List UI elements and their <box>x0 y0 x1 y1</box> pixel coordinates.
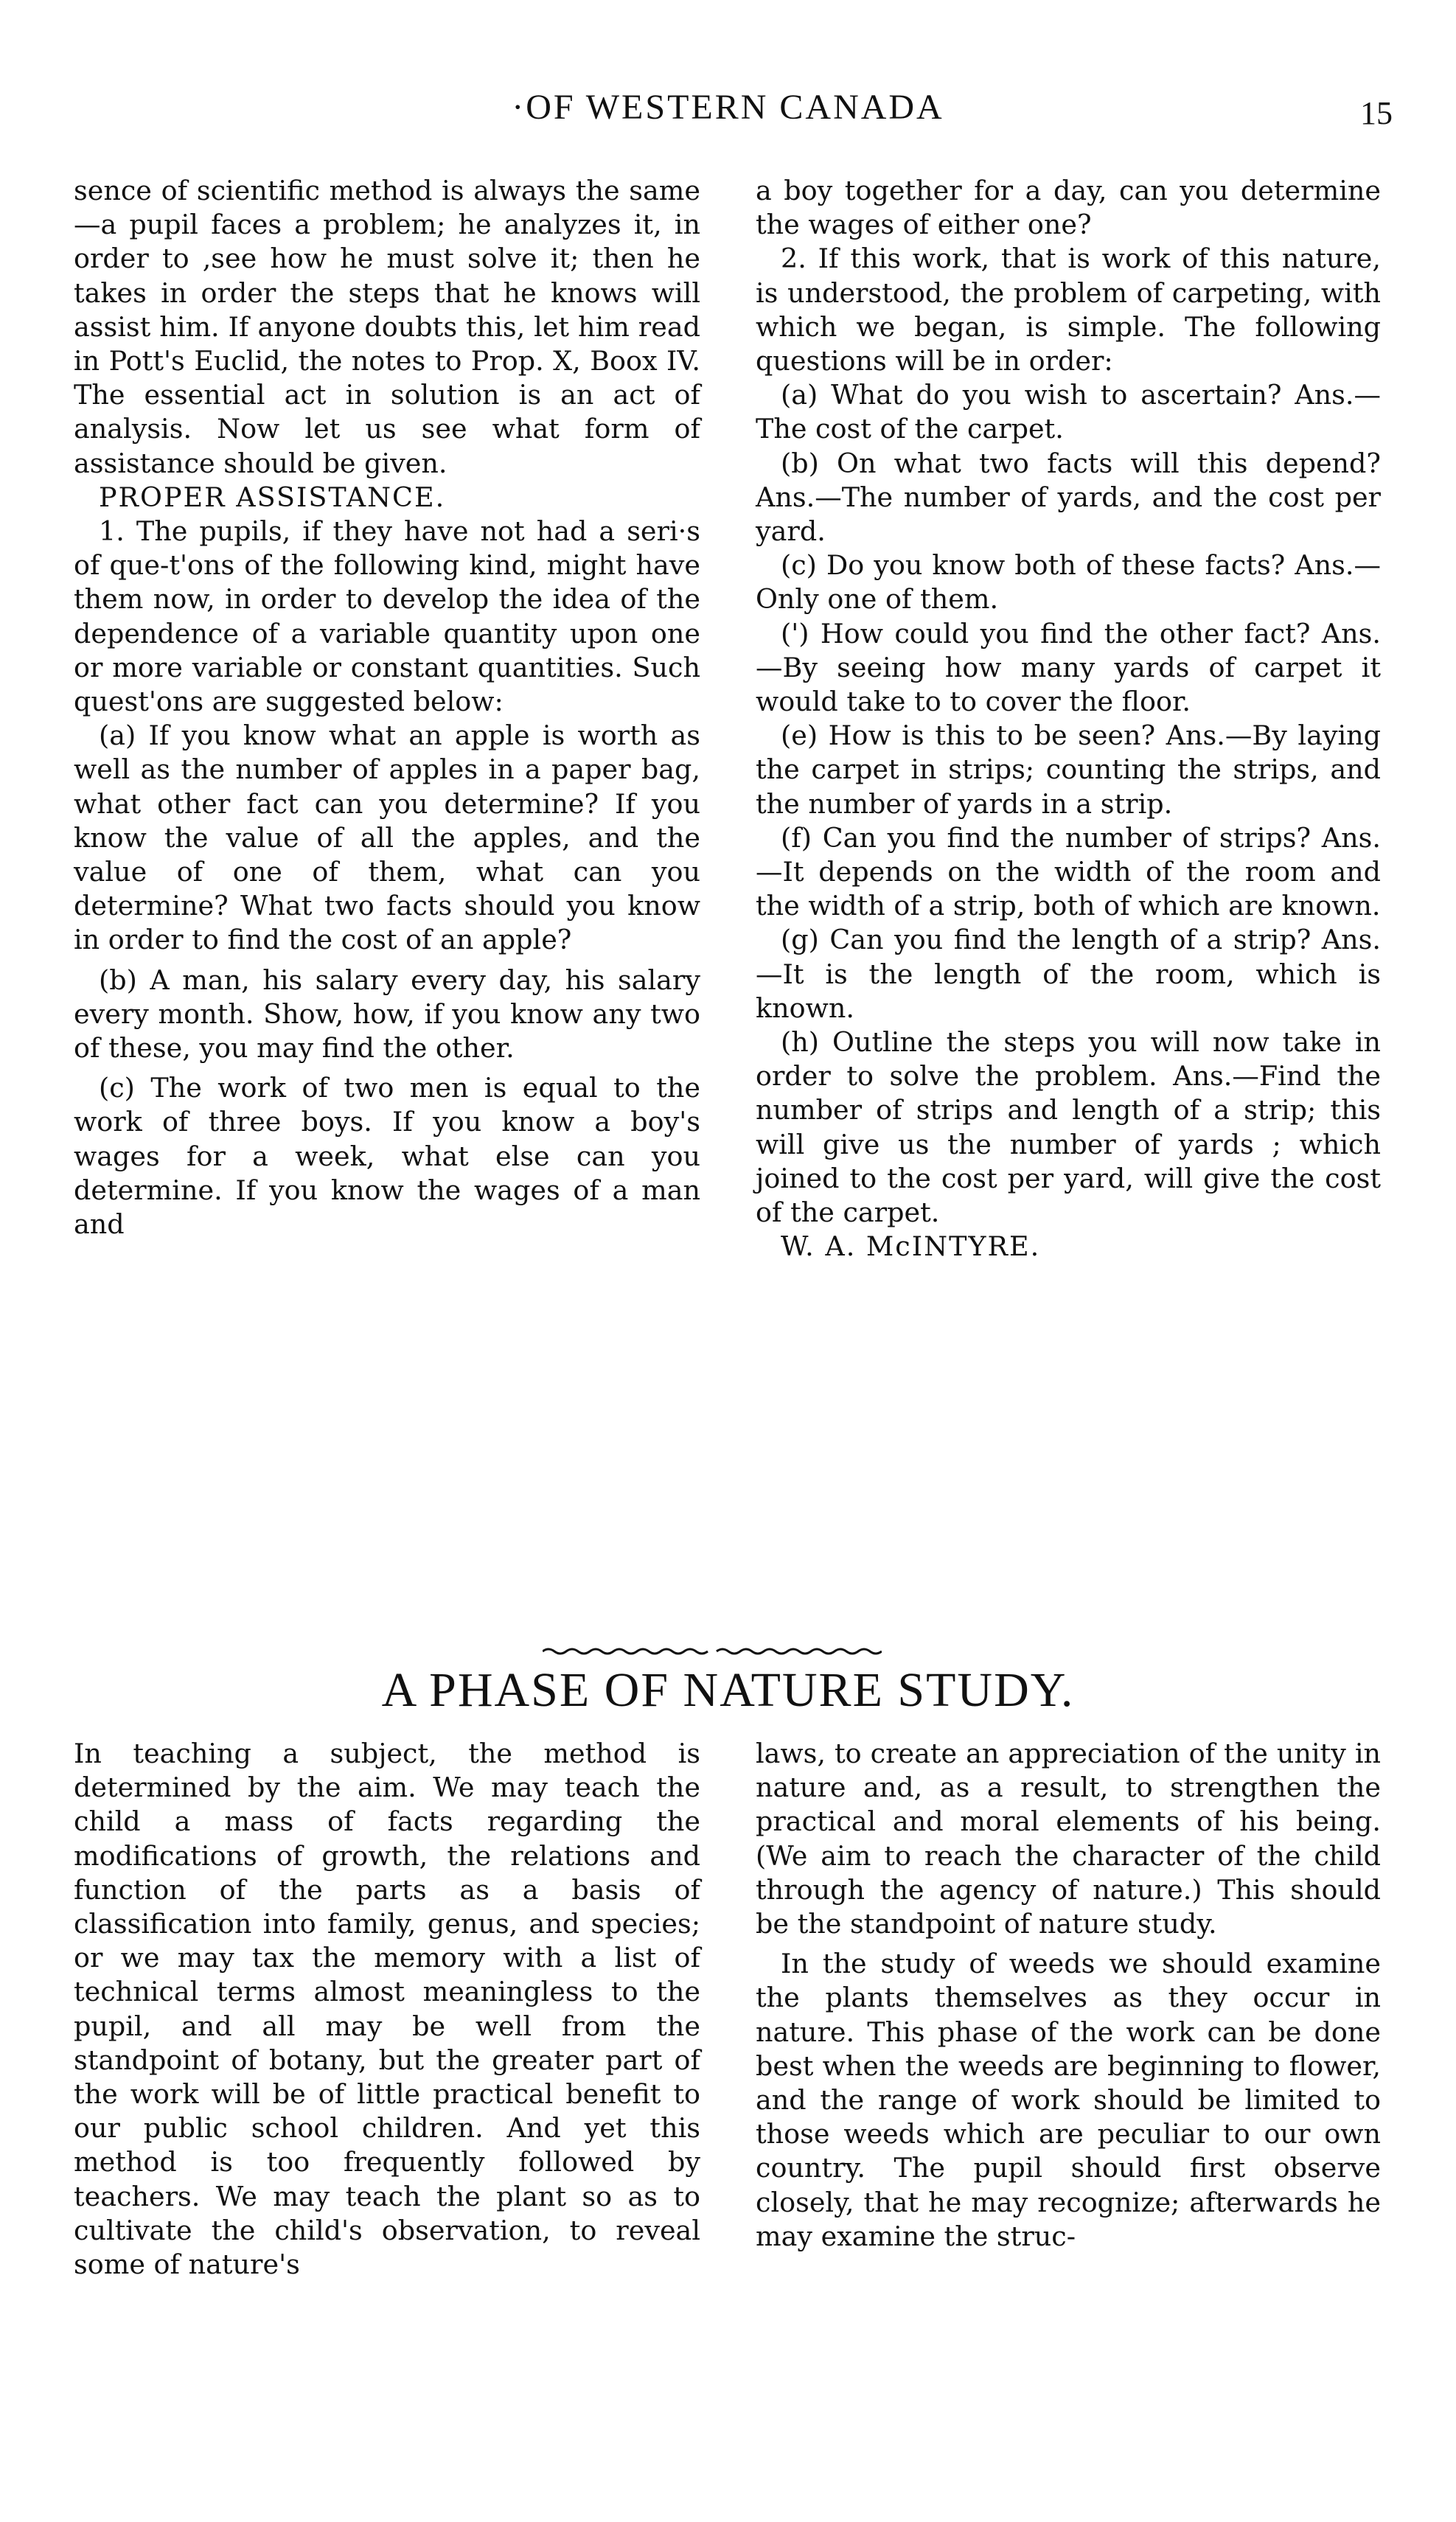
article2-left-column <box>74 1737 700 2282</box>
paragraph: laws, to create an appreciation of the unity in nature and, as a result, to strengthen the practical and moral elements of his being. (We aim to reach the character of the child through the agency of nature.) This should be the standpoint of nature study. <box>756 1738 1381 1940</box>
paragraph: sence of scientific method is always the same—a pupil faces a problem; he analyzes it, in order to ,see how he must solve it; then he takes in order the steps that he knows will assist him. If anyone doubts this, let him read in Pott's Euclid, the notes to Prop. X, Boox IV. The essential act in solution is an act of analysis. Now let us see what form of assistance should be given. <box>74 175 700 479</box>
paragraph: 1. The pupils, if they have not had a seri·s of que-t'ons of the following kind, might have them now, in order to develop the idea of the dependence of a variable quantity upon one or more variable or constant quantities. Such quest'ons are suggested below: <box>74 515 700 718</box>
paragraph: (b) On what two facts will this depend? Ans.—The number of yards, and the cost per yard. <box>756 447 1381 548</box>
section-heading: PROPER ASSISTANCE. <box>99 481 446 513</box>
paragraph: In the study of weeds we should examine the plants themselves as they occur in nature. This phase of the work can be done best when the weeds are beginning to flower, and the range of work should be limited to those weeds which are peculiar to our own country. The pupil should first observe closely, that he may recognize; afterwards he may examine the struc- <box>756 1948 1381 2252</box>
paragraph: 2. If this work, that is work of this nature, is understood, the problem of carpeting, with which we began, is simple. The following questions will be in order: <box>756 243 1381 377</box>
paragraph: (g) Can you find the length of a strip? Ans.—It is the length of the room, which is known. <box>756 924 1381 1024</box>
paragraph: (h) Outline the steps you will now take in order to solve the problem. Ans.—Find the number of strips and length of a strip; this will give us the number of yards ; which joined to the cost per yard, will give the cost of the carpet. <box>756 1026 1381 1229</box>
article1-left-column <box>74 174 700 1241</box>
paragraph: (f) Can you find the number of strips? Ans.—It depends on the width of the room and the width of a strip, both of which are known. <box>756 821 1381 922</box>
article1-right-column <box>756 174 1381 1264</box>
paragraph: (a) If you know what an apple is worth as well as the number of apples in a paper bag, what other fact can you determine? If you know the value of all the apples, and the value of one of them, what can you determine? What two facts should you know in order to find the cost of an apple? <box>74 720 700 956</box>
ornamental-divider <box>543 1645 882 1657</box>
paragraph: (c) The work of two men is equal to the work of three boys. If you know a boy's wages for a week, what else can you determine. If you know the wages of a man and <box>74 1072 700 1241</box>
author-signature: W. A. McINTYRE. <box>781 1230 1041 1263</box>
article2-right-column <box>756 1737 1381 2254</box>
paragraph: (b) A man, his salary every day, his salary every month. Show, how, if you know any two of these, you may find the other. <box>74 964 700 1065</box>
paragraph: In teaching a subject, the method is determined by the aim. We may teach the child a mass of facts regarding the modifications of growth, the relations and function of the parts as a basis of classification into family, genus, and species; or we may tax the memory with a list of technical terms almost meaningless to the pupil, and all may be well from the standpoint of botany, but the greater part of the work will be of little practical benefit to our public school children. And yet this method is too frequently followed by teachers. We may teach the plant so as to cultivate the child's observation, to reveal some of nature's <box>74 1738 700 2281</box>
paragraph: a boy together for a day, can you determine the wages of either one? <box>756 175 1381 241</box>
page-number: 15 <box>1360 95 1393 131</box>
paragraph: (') How could you find the other fact? Ans.—By seeing how many yards of carpet it would take to to cover the floor. <box>756 617 1381 718</box>
paragraph: (c) Do you know both of these facts? Ans.—Only one of them. <box>756 549 1381 616</box>
running-head: ·OF WESTERN CANADA <box>512 88 944 127</box>
article-title: A PHASE OF NATURE STUDY. <box>381 1663 1075 1717</box>
paragraph: (a) What do you wish to ascertain? Ans.—The cost of the carpet. <box>756 379 1381 445</box>
paragraph: (e) How is this to be seen? Ans.—By laying the carpet in strips; counting the strips, and the number of yards in a strip. <box>756 720 1381 820</box>
